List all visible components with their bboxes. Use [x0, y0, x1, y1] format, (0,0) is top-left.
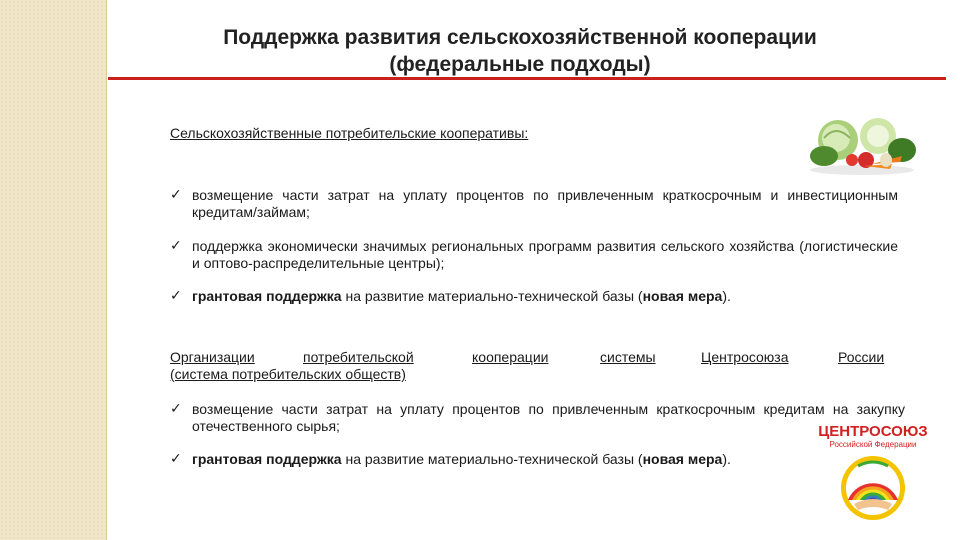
section2-heading-word-3: кооперации	[472, 349, 549, 365]
check-icon: ✓	[170, 451, 182, 467]
section2-heading-word-4: системы	[600, 349, 656, 365]
section1-item-3	[170, 288, 898, 305]
check-icon: ✓	[170, 401, 182, 417]
section1-item-1	[170, 187, 898, 221]
new-measure-bold: новая мера	[642, 288, 723, 304]
section2-item-1-text: возмещение части затрат на уплату процентов по привлеченным краткосрочным кредитам на закупку отечественного сырья;	[192, 401, 905, 434]
grant-support-bold: грантовая поддержка	[192, 288, 342, 304]
slide-title-line2: (федеральные подходы)	[389, 53, 651, 76]
slide-title-line1: Поддержка развития сельскохозяйственной кооперации	[223, 26, 817, 49]
section2-heading-word-6: России	[838, 349, 885, 365]
check-icon: ✓	[170, 288, 182, 304]
section2-heading-word-2: потребительской	[303, 349, 414, 365]
side-divider	[106, 0, 107, 540]
section2-item-2-mid: на развитие материально-технической базы (	[341, 451, 643, 467]
section2-heading-line2: (система потребительских обществ)	[170, 366, 406, 382]
section1-item-2	[170, 238, 898, 272]
check-icon: ✓	[170, 187, 182, 203]
vegetables-image	[806, 110, 918, 176]
grant-support-bold: грантовая поддержка	[192, 451, 342, 467]
new-measure-bold: новая мера	[642, 451, 723, 467]
title-underline	[108, 77, 946, 80]
section1-item-2-text: поддержка экономически значимых региональных программ развития сельского хозяйства (логистические и оптово-распределительные центры);	[192, 238, 898, 271]
logo-graphic	[818, 418, 928, 522]
section1-heading: Сельскохозяйственные потребительские кооперативы:	[170, 125, 529, 141]
section1-item-3-end: ).	[722, 288, 731, 304]
section2-item-1	[170, 401, 905, 435]
section1-item-3-mid: на развитие материально-технической базы (	[341, 288, 643, 304]
section2-item-2	[170, 451, 898, 468]
logo-name: ЦЕНТРОСОЮЗ	[818, 423, 928, 440]
check-icon: ✓	[170, 238, 182, 254]
logo-subtitle: Российской Федерации	[829, 440, 917, 449]
slide-title	[110, 24, 930, 78]
section2-heading-word-5: Центросоюза	[701, 349, 789, 365]
tsentrosoyuz-logo	[818, 418, 928, 522]
section1-item-1-text: возмещение части затрат на уплату процентов по привлеченным краткосрочным и инвестиционным кредитам/займам;	[192, 187, 898, 220]
section2-heading-word-1: Организации	[170, 349, 255, 365]
section2-item-2-end: ).	[722, 451, 731, 467]
side-decoration-band	[0, 0, 106, 540]
